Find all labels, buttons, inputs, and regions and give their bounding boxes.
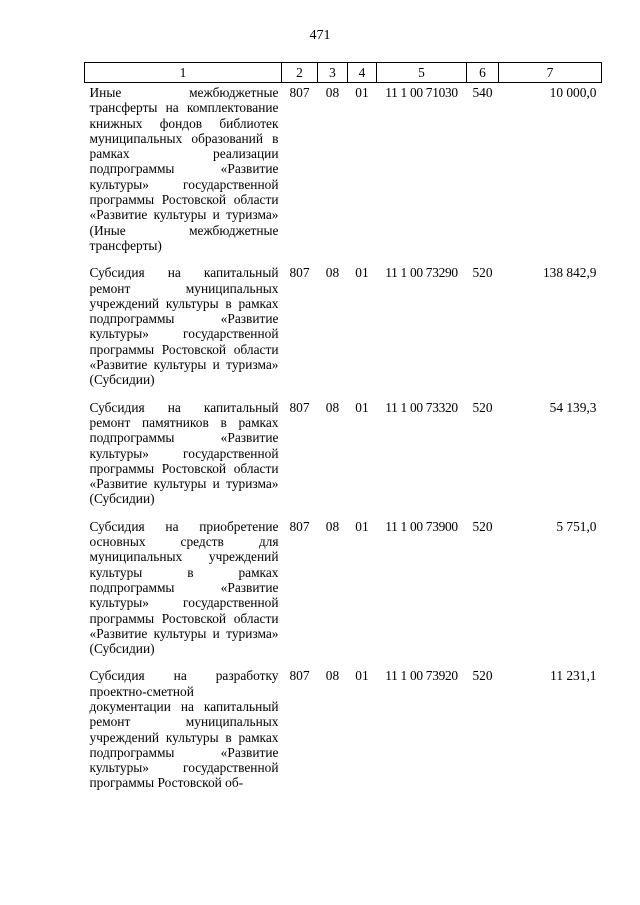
page-number: 471 [309, 28, 331, 43]
table-header-row [85, 63, 602, 83]
ministry-code: 807 [289, 265, 310, 281]
subsection-code: 01 [355, 265, 369, 281]
section-code: 08 [325, 399, 340, 415]
ministry-code: 807 [289, 518, 310, 534]
amount: 138 842,9 [542, 265, 597, 281]
target-article-code: 11 1 00 73920 [385, 668, 458, 684]
ministry-code: 807 [289, 85, 310, 100]
column-header-7: 7 [499, 63, 602, 83]
subsection-code: 01 [355, 518, 369, 534]
amount: 10 000,0 [549, 85, 597, 100]
row-description: Субсидия на приобретение основных средств для муниципальных учреждений культуры в рамках подпрограммы «Развитие культуры» государственной программы Ростовской области «Развитие культуры и туризма» (Субсидии) [89, 518, 279, 657]
expense-type-code: 520 [472, 399, 493, 415]
subsection-code: 01 [355, 399, 369, 415]
row-description: Иные межбюджетные трансферты на комплектование книжных фондов библиотек муниципальных образований в рамках реализации подпрограммы «Развитие культуры» государственной программы Ростовской области «Развитие культуры и туризма» (Иные межбюджетные трансферты) [89, 85, 279, 253]
ministry-code: 807 [289, 668, 310, 684]
section-code: 08 [325, 85, 340, 100]
row-description: Субсидия на капитальный ремонт памятников в рамках подпрограммы «Развитие культуры» государственной программы Ростовской области «Развитие культуры и туризма» (Субсидии) [89, 399, 279, 507]
column-header-2: 2 [282, 63, 318, 83]
amount: 5 751,0 [556, 518, 597, 534]
table-row [85, 517, 602, 667]
column-header-1: 1 [85, 63, 282, 83]
table-row [85, 83, 602, 264]
section-code: 08 [325, 668, 340, 684]
target-article-code: 11 1 00 73320 [385, 399, 458, 415]
expense-type-code: 520 [472, 668, 493, 684]
target-article-code: 11 1 00 73290 [385, 265, 458, 281]
column-header-6: 6 [467, 63, 499, 83]
column-header-4: 4 [348, 63, 377, 83]
section-code: 08 [325, 265, 340, 281]
subsection-code: 01 [355, 668, 369, 684]
expense-type-code: 540 [472, 85, 493, 100]
table-row [85, 398, 602, 517]
target-article-code: 11 1 00 71030 [385, 85, 458, 100]
column-header-5: 5 [377, 63, 467, 83]
target-article-code: 11 1 00 73900 [385, 518, 458, 534]
column-header-3: 3 [318, 63, 348, 83]
ministry-code: 807 [289, 399, 310, 415]
amount: 54 139,3 [549, 399, 597, 415]
table-row [85, 666, 602, 800]
subsection-code: 01 [355, 85, 369, 100]
expense-type-code: 520 [472, 265, 493, 281]
amount: 11 231,1 [550, 668, 597, 684]
budget-table [84, 62, 602, 801]
row-description: Субсидия на разработку проектно-сметной документации на капитальный ремонт муниципальных учреждений культуры в рамках подпрограммы «Развитие культуры» государственной программы Ростовской об- [89, 668, 279, 791]
table-row [85, 263, 602, 397]
section-code: 08 [325, 518, 340, 534]
expense-type-code: 520 [472, 518, 493, 534]
row-description: Субсидия на капитальный ремонт муниципальных учреждений культуры в рамках подпрограммы «Развитие культуры» государственной программы Ростовской области «Развитие культуры и туризма» (Субсидии) [89, 265, 279, 388]
